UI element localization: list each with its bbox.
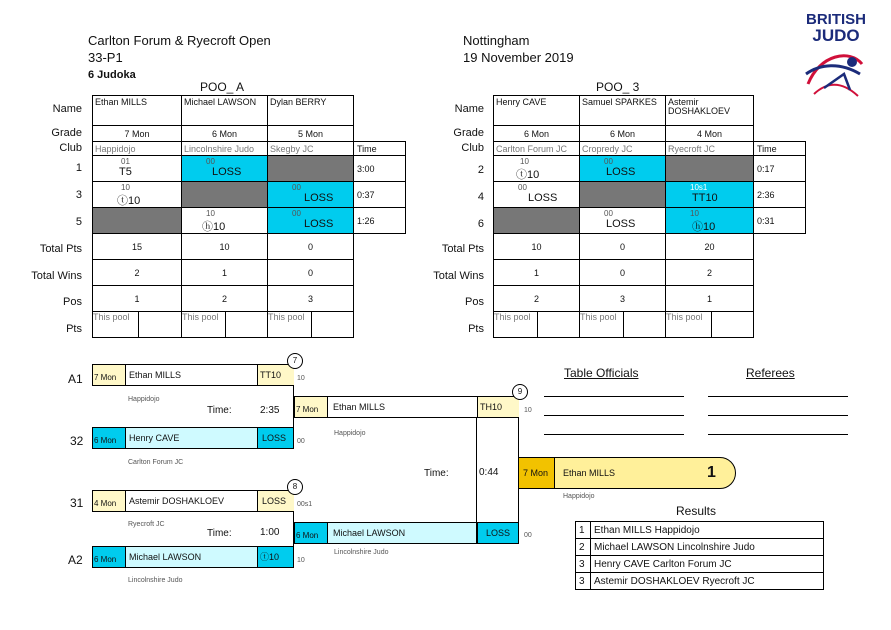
- player-grade: 7 Mon: [93, 126, 182, 142]
- bracket-entry: 7 Mon Ethan MILLS TT10: [92, 364, 294, 386]
- bout-time: 0:17: [754, 156, 806, 182]
- signature-line: [544, 415, 684, 416]
- total-pts: 15: [93, 234, 182, 260]
- bracket-pts: 00: [524, 532, 532, 539]
- result-text: Ethan MILLS Happidojo: [591, 522, 824, 539]
- label-club: Club: [461, 142, 484, 154]
- final-winner: 7 Mon Ethan MILLS 1: [518, 457, 736, 489]
- pool-a-title: POO_ A: [200, 80, 245, 94]
- logo-text-judo: JUDO: [812, 26, 860, 45]
- total-pts: 20: [666, 234, 754, 260]
- signature-line: [708, 434, 848, 435]
- loss-cell: 00 LOSS: [268, 182, 354, 208]
- time-label: Time:: [207, 405, 232, 416]
- total-wins: 1: [182, 260, 268, 286]
- this-pool-cell: This pool: [580, 312, 666, 338]
- time-label: Time:: [424, 468, 449, 479]
- this-pool-cell: This pool: [93, 312, 182, 338]
- bout-time: 2:35: [260, 405, 280, 416]
- table-officials-heading: Table Officials: [564, 366, 639, 380]
- competition-title: Carlton Forum & Ryecroft Open: [88, 33, 271, 48]
- score-cell: 10 ⓣ10: [93, 182, 182, 208]
- label-club: Club: [59, 142, 82, 154]
- score-cell: 10 ⓣ10: [494, 156, 580, 182]
- position: 2: [182, 286, 268, 312]
- bracket-club: Lincolnshire Judo: [128, 577, 183, 584]
- score-cell: 10 ⓗ10: [182, 208, 268, 234]
- bracket-entry: 4 Mon Astemir DOSHAKLOEV LOSS: [92, 490, 294, 512]
- signature-line: [544, 396, 684, 397]
- bracket-club: Lincolnshire Judo: [334, 549, 389, 556]
- seed-label: A1: [68, 372, 83, 386]
- bracket-entry: 6 Mon Michael LAWSON LOSS: [294, 522, 519, 544]
- bout-time: 1:00: [260, 527, 280, 538]
- empty-cell: [268, 156, 354, 182]
- bout-time: 0:44: [479, 467, 499, 478]
- bracket-line: [476, 418, 477, 544]
- this-pool-cell: This pool: [268, 312, 354, 338]
- position: 3: [580, 286, 666, 312]
- position: 2: [494, 286, 580, 312]
- bracket-club: Ryecroft JC: [128, 521, 165, 528]
- row-no: 2: [477, 164, 484, 176]
- bracket-pts: 10: [297, 557, 305, 564]
- row-no: 3: [75, 189, 82, 201]
- label-name: Name: [52, 103, 82, 115]
- player-grade: 6 Mon: [580, 126, 666, 142]
- player-club: Lincolnshire Judo: [182, 142, 268, 156]
- empty-cell: [93, 208, 182, 234]
- result-pos: 3: [576, 556, 591, 573]
- category: 33-P1: [88, 50, 123, 65]
- player-grade: 6 Mon: [494, 126, 580, 142]
- result-pos: 2: [576, 539, 591, 556]
- pool-b-table: [493, 95, 806, 338]
- position: 1: [93, 286, 182, 312]
- signature-line: [708, 415, 848, 416]
- bracket-club: Happidojo: [128, 396, 160, 403]
- empty-cell: [666, 156, 754, 182]
- player-club: Carlton Forum JC: [494, 142, 580, 156]
- label-pos: Pos: [465, 296, 484, 308]
- win-cell: 10 ⓗ10: [666, 208, 754, 234]
- empty-cell: [182, 182, 268, 208]
- seed-label: 32: [70, 434, 84, 448]
- match-number: 9: [512, 384, 528, 400]
- player-name: Ethan MILLS: [93, 96, 182, 126]
- loss-cell: 00 LOSS: [182, 156, 268, 182]
- label-pts: Pts: [468, 323, 484, 335]
- total-pts: 10: [182, 234, 268, 260]
- bracket-pts: 10: [297, 375, 305, 382]
- empty-cell: [580, 182, 666, 208]
- total-wins: 2: [93, 260, 182, 286]
- bout-time: 0:31: [754, 208, 806, 234]
- results-heading: Results: [676, 504, 717, 518]
- player-grade: 4 Mon: [666, 126, 754, 142]
- bracket-entry: 6 Mon Michael LAWSON ⓣ10: [92, 546, 294, 568]
- time-header: Time: [354, 142, 406, 156]
- label-grade: Grade: [453, 127, 484, 139]
- venue: Nottingham: [463, 33, 530, 48]
- total-wins: 0: [268, 260, 354, 286]
- this-pool-cell: This pool: [666, 312, 754, 338]
- loss-cell: 00 LOSS: [268, 208, 354, 234]
- player-club: Skegby JC: [268, 142, 354, 156]
- row-no: 4: [477, 191, 484, 203]
- label-name: Name: [454, 103, 484, 115]
- signature-line: [708, 396, 848, 397]
- time-header: Time: [754, 142, 806, 156]
- empty-cell: [494, 208, 580, 234]
- time-label: Time:: [207, 528, 232, 539]
- position: 3: [268, 286, 354, 312]
- label-total-wins: Total Wins: [31, 270, 82, 282]
- this-pool-cell: This pool: [494, 312, 580, 338]
- label-pos: Pos: [63, 296, 82, 308]
- results-table: [575, 521, 824, 590]
- player-name: Henry CAVE: [494, 96, 580, 126]
- pool-a-table: [92, 95, 406, 338]
- event-date: 19 November 2019: [463, 50, 574, 65]
- player-club: Cropredy JC: [580, 142, 666, 156]
- player-name: Michael LAWSON: [182, 96, 268, 126]
- total-pts: 0: [580, 234, 666, 260]
- result-pos: 3: [576, 573, 591, 590]
- british-judo-logo: [800, 12, 872, 109]
- match-number: 7: [287, 353, 303, 369]
- pool-b-title: POO_ 3: [596, 80, 640, 94]
- bracket-entry: 7 Mon Ethan MILLS TH10: [294, 396, 519, 418]
- label-total-pts: Total Pts: [441, 243, 484, 255]
- score-cell: 00 LOSS: [494, 182, 580, 208]
- score-cell: 01 T5: [93, 156, 182, 182]
- loss-cell: 00 LOSS: [580, 156, 666, 182]
- seed-label: A2: [68, 553, 83, 567]
- bout-time: 3:00: [354, 156, 406, 182]
- judoka-count: 6 Judoka: [88, 69, 136, 81]
- player-name: Samuel SPARKES: [580, 96, 666, 126]
- result-text: Astemir DOSHAKLOEV Ryecroft JC: [591, 573, 824, 590]
- player-club: Ryecroft JC: [666, 142, 754, 156]
- win-cell: 10s1 TT10: [666, 182, 754, 208]
- player-grade: 5 Mon: [268, 126, 354, 142]
- bracket-pts: 10: [524, 407, 532, 414]
- bout-time: 2:36: [754, 182, 806, 208]
- label-total-pts: Total Pts: [39, 243, 82, 255]
- position: 1: [666, 286, 754, 312]
- row-no: 6: [477, 218, 484, 230]
- row-no: 1: [75, 162, 82, 174]
- total-pts: 0: [268, 234, 354, 260]
- bracket-pts: 00: [297, 438, 305, 445]
- player-club: Happidojo: [93, 142, 182, 156]
- result-pos: 1: [576, 522, 591, 539]
- label-pts: Pts: [66, 323, 82, 335]
- player-name: Astemir DOSHAKLOEV: [666, 96, 754, 126]
- label-total-wins: Total Wins: [433, 270, 484, 282]
- row-no: 5: [75, 216, 82, 228]
- result-text: Michael LAWSON Lincolnshire Judo: [591, 539, 824, 556]
- match-number: 8: [287, 479, 303, 495]
- this-pool-cell: This pool: [182, 312, 268, 338]
- total-wins: 1: [494, 260, 580, 286]
- final-place: 1: [707, 464, 716, 481]
- label-grade: Grade: [51, 127, 82, 139]
- bracket-club: Carlton Forum JC: [128, 459, 184, 466]
- bout-time: 1:26: [354, 208, 406, 234]
- total-wins: 2: [666, 260, 754, 286]
- player-name: Dylan BERRY: [268, 96, 354, 126]
- total-wins: 0: [580, 260, 666, 286]
- referees-heading: Referees: [746, 366, 795, 380]
- bout-time: 0:37: [354, 182, 406, 208]
- seed-label: 31: [70, 496, 84, 510]
- signature-line: [544, 434, 684, 435]
- bracket-club: Happidojo: [334, 430, 366, 437]
- bracket-club: Happidojo: [563, 493, 595, 500]
- total-pts: 10: [494, 234, 580, 260]
- player-grade: 6 Mon: [182, 126, 268, 142]
- judo-figure-icon: [800, 44, 872, 104]
- score-cell: 00 LOSS: [580, 208, 666, 234]
- logo-text-british: BRITISH: [806, 11, 866, 28]
- result-text: Henry CAVE Carlton Forum JC: [591, 556, 824, 573]
- bracket-entry: 6 Mon Henry CAVE LOSS: [92, 427, 294, 449]
- bracket-pts: 00s1: [297, 501, 313, 508]
